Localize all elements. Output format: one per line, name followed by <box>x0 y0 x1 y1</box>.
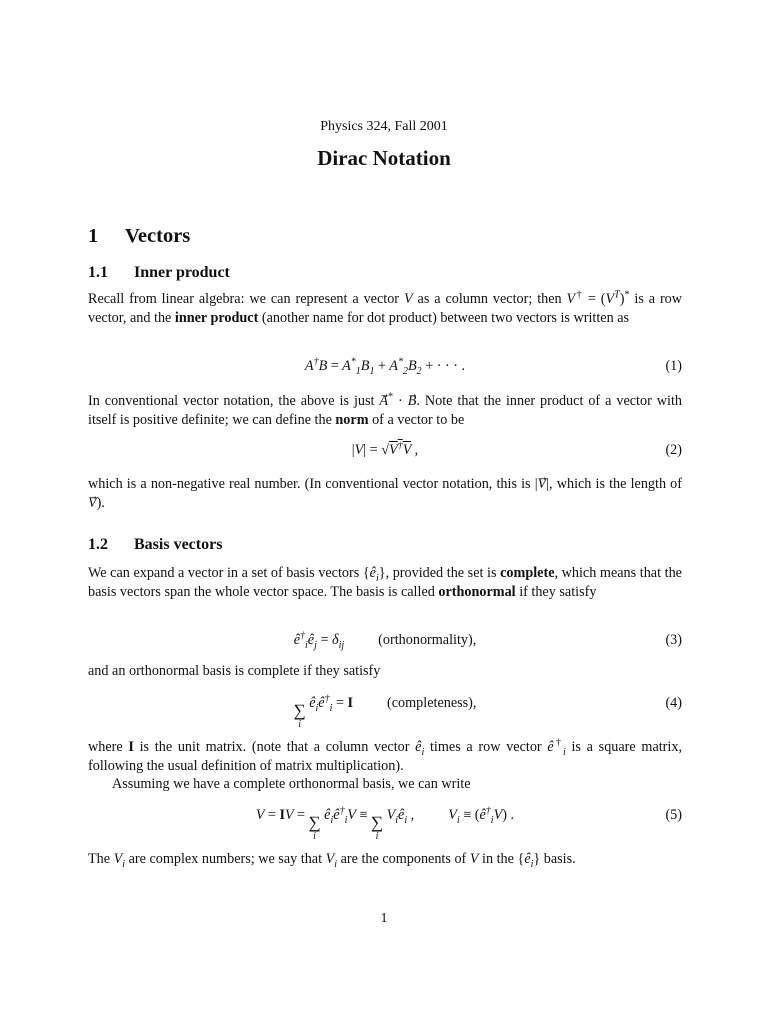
term-norm: norm <box>335 411 369 428</box>
equation-2-body: |V| = √V†V , <box>351 440 419 458</box>
term-orthonormal: orthonormal <box>438 583 516 600</box>
paragraph-basis: We can expand a vector in a set of basis vectors $\{ê_i\}$, provided the set is complete, which means that the basis vectors span the whole vector space. The basis is called orthonormal if they satisfy <box>88 565 682 600</box>
term-complete: complete <box>500 565 555 581</box>
sum-symbol: ∑ i <box>293 701 306 730</box>
equation-3-body: $ê^\dagger_iê_j = \delta_{ij}$ (orthonormality), <box>293 630 477 651</box>
sum-symbol: ∑ i <box>370 813 384 842</box>
paragraph-unit-matrix: where I is the unit matrix. (note that a column vector $ê_i$ times a row vector $ê^\dagger_i$ is a square matrix, following the usual definition of matrix multiplication). Assuming we have a complete orthonormal basis, we can write <box>88 737 682 792</box>
equation-label: (completeness), <box>387 695 477 711</box>
equation-4 <box>88 693 682 730</box>
term-inner-product: inner product <box>174 309 259 326</box>
paragraph-completeness-intro: and an orthonormal basis is complete if they satisfy <box>88 663 381 679</box>
subsection-title: Basis vectors <box>134 536 223 553</box>
equation-3 <box>88 631 682 651</box>
course-line: Physics 324, Fall 2001 <box>320 119 448 134</box>
paragraph-inner-product: Recall from linear algebra: we can represent a vector V as a column vector; then $V^\dagger = (V^T)^*$ is a row vector, and the inner product (another name for dot product) between two vectors is written as <box>88 289 683 326</box>
equation-5-body: V = IV = ∑ i $ê_iê^\dagger_iV$ ≡ ∑ i $V_iê_i$ , $V_i$ ≡ $(ê^\dagger_iV)$ . <box>255 805 515 842</box>
equation-number: (1) <box>665 358 682 374</box>
equation-number: (4) <box>665 695 682 711</box>
equation-2 <box>88 441 682 461</box>
subsection-title: Inner product <box>134 264 230 281</box>
document-title: Dirac Notation <box>317 146 451 170</box>
paragraph-components: The $V_i$ are complex numbers; we say that $V_i$ are the components of V in the $\{ê_i\}$ basis. <box>88 851 576 870</box>
equation-1 <box>88 357 682 377</box>
section-title: Vectors <box>125 225 191 247</box>
sum-symbol: ∑ i <box>308 813 321 842</box>
paragraph-length: which is a non-negative real number. (In conventional vector notation, this is |V⃗|, which is the length of V). <box>88 476 682 511</box>
equation-4-body: ∑ i $ê_iê^\dagger_i = I$ (completeness), <box>293 693 477 730</box>
page-number: 1 <box>380 911 388 926</box>
subsection-number: 1.1 <box>88 264 108 281</box>
paragraph-assuming: Assuming we have a complete orthonormal basis, we can write <box>112 776 471 792</box>
equation-5 <box>88 805 682 842</box>
equation-number: (3) <box>665 632 682 648</box>
equation-number: (2) <box>665 442 682 458</box>
equation-label: (orthonormality), <box>378 632 477 648</box>
equation-1-body: $A^\dagger B = A^*_1B_1 + A^*_2B_2$ + · · · . <box>304 356 466 377</box>
section-heading-1 <box>88 223 190 249</box>
section-number: 1 <box>88 225 99 247</box>
term-unit-matrix: I <box>128 739 134 755</box>
equation-number: (5) <box>665 807 682 823</box>
paragraph-norm: In conventional vector notation, the above is just A* · B. Note that the inner product of a vector with itself is positive definite; we can define the norm of a vector to be <box>88 391 682 428</box>
subsection-heading-1-2 <box>88 535 222 555</box>
subsection-number: 1.2 <box>88 536 108 553</box>
subsection-heading-1-1 <box>88 263 230 283</box>
